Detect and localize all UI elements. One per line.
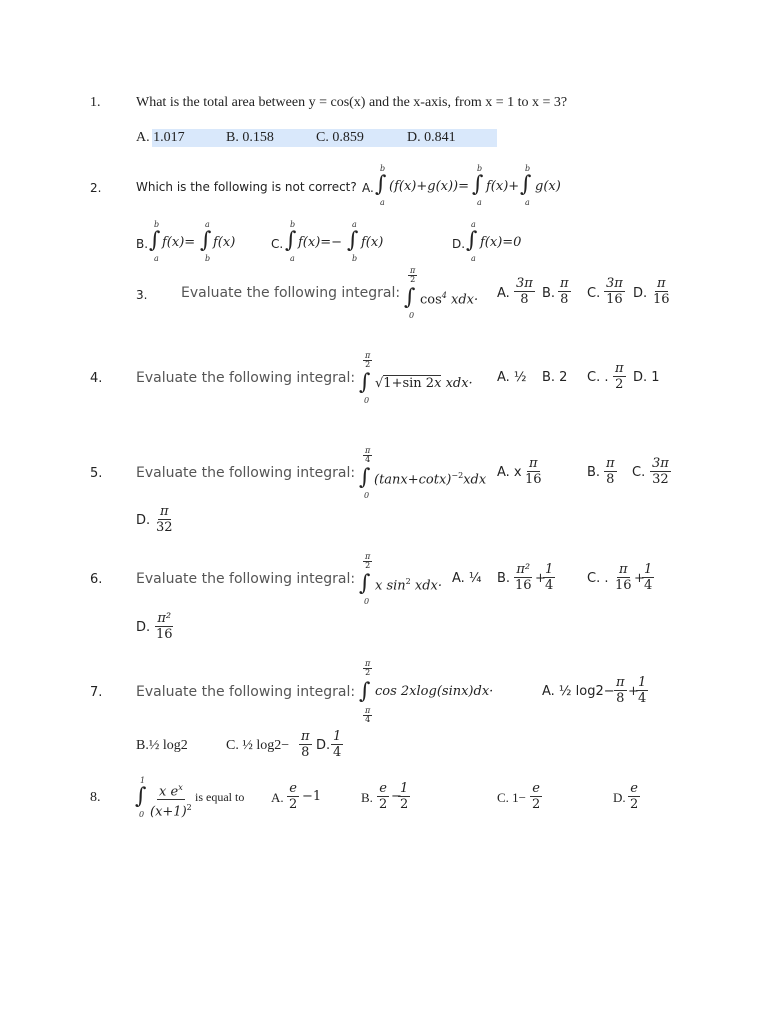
q5-lower-limit: 0 (364, 491, 370, 500)
question-6-text: Evaluate the following integral: (136, 571, 356, 587)
q5-integrand: $(\tan x+\cot x)^{-2}xdx$ (374, 471, 487, 488)
q3-a-fraction: $\frac{3\pi}{8}$ (516, 276, 533, 307)
q5-c-fraction: $\frac{3\pi}{32}$ (652, 456, 669, 487)
q2-c-f: f(x) (361, 235, 384, 250)
q3-lower-limit: 0 (409, 311, 415, 320)
q8-integrand-fraction: $\frac{x e^x}{(x+1)^2}$ (148, 780, 194, 820)
q2-a-f: f(x)+ (486, 179, 520, 194)
q7-option-c: C. ½ log2− (226, 738, 290, 753)
integral-sign: ∫ (135, 784, 147, 809)
integral-sign: ∫ (375, 172, 387, 197)
q2-a-upper-limit-2: b (477, 164, 483, 173)
integral-sign: ∫ (359, 370, 371, 395)
q3-option-b: B. (542, 286, 556, 301)
q4-lower-limit: 0 (364, 396, 370, 405)
q8-text: is equal to (195, 790, 245, 804)
q2-option-c-label: C. (271, 237, 284, 251)
q7-lower-limit: $\frac{\pi}{4}$ (365, 705, 371, 724)
integral-sign: ∫ (347, 228, 359, 253)
q5-option-c: C. (632, 465, 646, 480)
q2-b-lower-2: b (205, 254, 211, 263)
q3-upper-limit: $\frac{\pi}{2}$ (410, 265, 416, 284)
q2-b-upper: b (154, 220, 160, 229)
q5-upper-limit: $\frac{\pi}{4}$ (365, 445, 371, 464)
q1-option-c: C. 0.859 (316, 130, 364, 145)
q6-b-fraction: $\frac{\text{π²}}{16}$ (515, 562, 532, 593)
question-1-text: What is the total area between y = cos(x) and the x-axis, from x = 1 to x = 3? (136, 95, 568, 110)
question-number-5: 5. (90, 466, 103, 481)
q6-d-fraction: $\frac{\text{π²}}{16}$ (156, 611, 173, 642)
q2-c-upper: b (290, 220, 296, 229)
q3-option-d: D. (633, 286, 648, 301)
q6-option-b: B. (497, 571, 511, 586)
q6-option-c: C. . (587, 571, 609, 586)
q8-lower-limit: 0 (139, 810, 145, 819)
question-5-text: Evaluate the following integral: (136, 465, 356, 481)
q2-b-upper-2: a (205, 220, 210, 229)
question-7-text: Evaluate the following integral: (136, 684, 356, 700)
q2-a-upper-limit-3: b (525, 164, 531, 173)
q4-integrand: √1+sin 2x xdx· (375, 376, 473, 391)
q7-option-d: D. (316, 738, 331, 753)
q7-integrand: cos 2xlog(sinx)dx· (375, 684, 494, 699)
q2-a-expression: (f(x)+g(x))= (389, 179, 470, 194)
q4-option-d: D. 1 (633, 370, 660, 385)
integral-sign: ∫ (359, 679, 371, 704)
q6-c-fraction: $\frac{\pi}{16}$ (615, 562, 632, 593)
q2-c-lower: a (290, 254, 295, 263)
q3-c-fraction: $\frac{3\pi}{16}$ (606, 276, 623, 307)
q7-c-fraction: $\frac{\pi}{8}$ (301, 729, 310, 760)
integral-sign: ∫ (359, 571, 371, 596)
question-number-4: 4. (90, 371, 103, 386)
integral-sign: ∫ (149, 228, 161, 253)
question-number-1: 1. (90, 95, 101, 110)
q2-option-b-label: B. (136, 237, 149, 251)
integral-sign: ∫ (466, 228, 478, 253)
q7-d-fraction: $\frac{1}{4}$ (333, 729, 342, 760)
q8-option-b: B. (361, 790, 373, 805)
q3-b-fraction: $\frac{\pi}{8}$ (560, 276, 569, 307)
q7-option-a: A. ½ log2− (542, 684, 615, 699)
q6-integrand: x $\sin^2 xdx\cdot$ (375, 577, 443, 594)
q7-a-fraction: $\frac{\pi}{8}$ (616, 675, 625, 706)
q5-d-fraction: $\frac{\pi}{32}$ (156, 504, 173, 535)
q3-option-a: A. (497, 286, 510, 301)
question-number-7: 7. (90, 685, 103, 700)
q6-b-plus: + (535, 571, 546, 586)
q7-upper-limit: $\frac{\pi}{2}$ (365, 658, 371, 677)
question-3-text: Evaluate the following integral: (181, 285, 401, 301)
q4-option-b: B. 2 (542, 370, 568, 385)
q3-option-c: C. (587, 286, 601, 301)
integral-sign: ∫ (200, 228, 212, 253)
q2-option-a-label: A. (362, 181, 374, 195)
q4-c-fraction: $\frac{\pi}{2}$ (615, 361, 624, 392)
q8-option-c: C. 1− (497, 790, 527, 805)
question-2-text: Which is the following is not correct? (136, 180, 357, 194)
q6-c-plus: + (634, 571, 645, 586)
q8-d-fraction: $\frac{e}{2}$ (630, 781, 639, 812)
q5-a-fraction: $\frac{\pi}{16}$ (525, 456, 542, 487)
q4-option-c: C. . (587, 370, 609, 385)
q6-c-fraction-2: $\frac{1}{4}$ (644, 562, 653, 593)
q8-b-minus: − (391, 789, 402, 804)
question-number-8: 8. (90, 790, 101, 805)
q4-upper-limit: $\frac{\pi}{2}$ (365, 350, 371, 369)
q6-upper-limit: $\frac{\pi}{2}$ (365, 551, 371, 570)
integral-sign: ∫ (520, 172, 532, 197)
q5-option-b: B. (587, 465, 601, 480)
question-4-text: Evaluate the following integral: (136, 370, 356, 386)
q2-d-upper: a (471, 220, 476, 229)
q2-a-lower-limit: a (380, 198, 385, 207)
q5-option-a: A. x (497, 465, 522, 480)
question-number-6: 6. (90, 572, 103, 587)
q4-option-a: A. ½ (497, 370, 527, 385)
q1-option-a: A. 1.017 (136, 130, 185, 145)
q2-option-d-label: D. (452, 237, 466, 251)
q2-a-upper-limit: b (380, 164, 386, 173)
integral-sign: ∫ (472, 172, 484, 197)
q8-upper-limit: 1 (140, 776, 146, 785)
q8-option-d: D. (613, 790, 626, 805)
q2-b-lower: a (154, 254, 159, 263)
q7-a-plus: + (628, 684, 639, 699)
q5-option-d: D. (136, 513, 151, 528)
q2-b-expression: f(x)= (162, 235, 196, 250)
q6-option-d: D. (136, 620, 151, 635)
q2-a-g: g(x) (535, 179, 561, 194)
q2-d-lower: a (471, 254, 476, 263)
q8-c-fraction: $\frac{e}{2}$ (532, 781, 541, 812)
q7-option-b: B.½ log2 (136, 738, 188, 753)
q2-c-upper-2: a (352, 220, 357, 229)
q6-option-a: A. ¼ (452, 571, 482, 586)
q8-a-tail: −1 (302, 789, 322, 804)
q1-option-b: B. 0.158 (226, 130, 274, 145)
q5-b-fraction: $\frac{\pi}{8}$ (606, 456, 615, 487)
q2-c-lower-2: b (352, 254, 358, 263)
q7-a-fraction-2: $\frac{1}{4}$ (638, 675, 647, 706)
q8-b-fraction-2: $\frac{1}{2}$ (400, 781, 409, 812)
q6-b-fraction-2: $\frac{1}{4}$ (545, 562, 554, 593)
q8-option-a: A. (271, 790, 284, 805)
integral-sign: ∫ (285, 228, 297, 253)
q2-a-lower-limit-3: a (525, 198, 530, 207)
question-number-2: 2. (90, 181, 102, 195)
q2-a-lower-limit-2: a (477, 198, 482, 207)
integral-sign: ∫ (404, 285, 416, 310)
q8-b-fraction: $\frac{e}{2}$ (379, 781, 388, 812)
q6-lower-limit: 0 (364, 597, 370, 606)
q2-d-expression: f(x)=0 (480, 235, 522, 250)
q8-a-fraction: $\frac{e}{2}$ (289, 781, 298, 812)
integral-sign: ∫ (359, 465, 371, 490)
question-number-3: 3. (136, 288, 148, 302)
q3-d-fraction: $\frac{\pi}{16}$ (653, 276, 670, 307)
q2-c-expression: f(x)=− (298, 235, 343, 250)
q3-integrand: $\cos^4 xdx\cdot$ (420, 291, 479, 308)
q2-b-f: f(x) (213, 235, 236, 250)
q1-option-d: D. 0.841 (407, 130, 456, 145)
